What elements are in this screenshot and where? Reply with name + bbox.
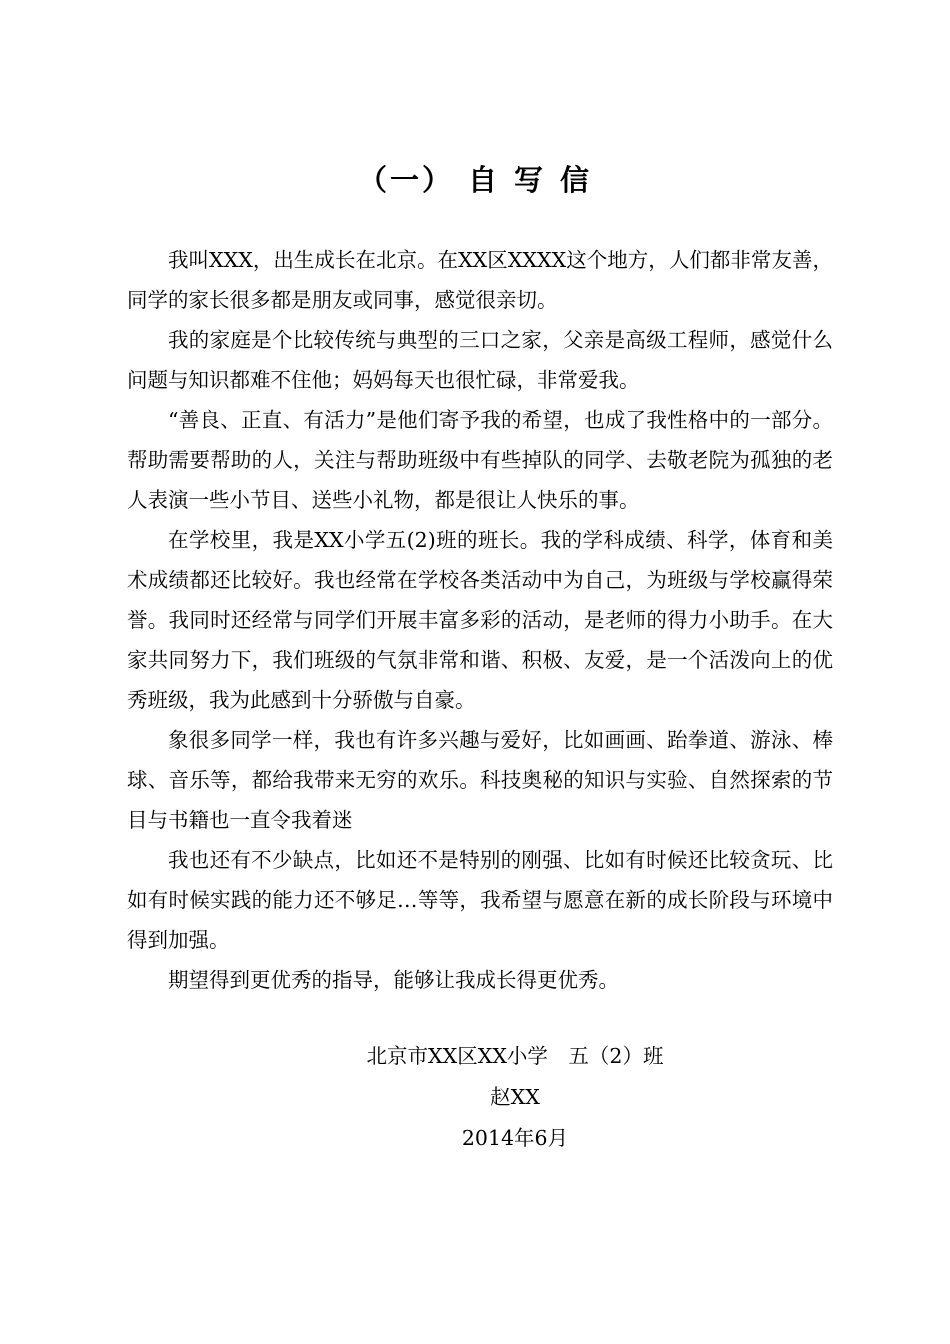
title-prefix: （一） bbox=[357, 163, 454, 197]
page-title bbox=[0, 158, 950, 202]
signature-name: 赵XX bbox=[490, 1085, 540, 1109]
paragraph-family: 我的家庭是个比较传统与典型的三口之家，父亲是高级工程师，感觉什么问题与知识都难不住他；妈妈每天也很忙碌，非常爱我。 bbox=[127, 328, 833, 392]
signature-date: 2014年6月 bbox=[461, 1126, 569, 1150]
paragraph-character: “善良、正直、有活力”是他们寄予我的希望，也成了我性格中的一部分。帮助需要帮助的人，关注与帮助班级中有些掉队的同学、去敬老院为孤独的老人表演一些小节目、送些小礼物，都是很让人快乐的事。 bbox=[127, 408, 833, 512]
paragraph-closing: 期望得到更优秀的指导，能够让我成长得更优秀。 bbox=[168, 968, 619, 992]
title-char-2: 写 bbox=[514, 163, 547, 197]
signature-school: 北京市XX区XX小学 五（2）班 bbox=[366, 1044, 664, 1068]
paragraph-school: 在学校里，我是XX小学五(2)班的班长。我的学科成绩、科学，体育和美术成绩都还比较好。我也经常在学校各类活动中为自己，为班级与学校赢得荣誉。我同时还经常与同学们开展丰富多彩的活动，是老师的得力小助手。在大家共同努力下，我们班级的气氛非常和谐、积极、友爱，是一个活泼向上的优秀班级，我为此感到十分骄傲与自豪。 bbox=[127, 528, 833, 712]
title-char-3: 信 bbox=[560, 163, 593, 197]
paragraph-intro: 我叫XXX，出生成长在北京。在XX区XXXX这个地方，人们都非常友善，同学的家长很多都是朋友或同事，感觉很亲切。 bbox=[127, 248, 833, 312]
paragraph-shortcomings: 我也还有不少缺点，比如还不是特别的刚强、比如有时候还比较贪玩、比如有时候实践的能力还不够足…等等，我希望与愿意在新的成长阶段与环境中得到加强。 bbox=[127, 848, 833, 952]
paragraph-hobbies: 象很多同学一样，我也有许多兴趣与爱好，比如画画、跆拳道、游泳、棒球、音乐等，都给我带来无穷的欢乐。科技奥秘的知识与实验、自然探索的节目与书籍也一直令我着迷 bbox=[127, 728, 833, 832]
letter-body bbox=[127, 240, 833, 1000]
title-char-1: 自 bbox=[467, 163, 500, 197]
